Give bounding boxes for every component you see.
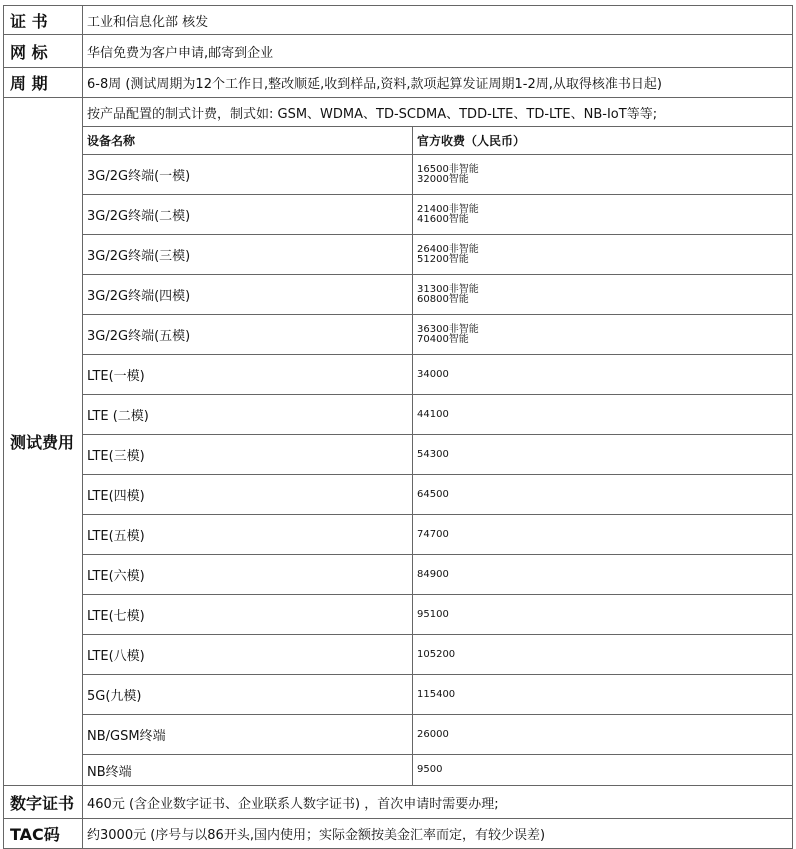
certification-info-table xyxy=(3,5,793,849)
fee-cell xyxy=(413,315,793,355)
header-official-fee: 官方收费（人民币） xyxy=(413,127,793,155)
fee-table-row xyxy=(4,635,793,675)
value-network: 华信免费为客户申请,邮寄到企业 xyxy=(83,35,793,68)
device-name-cell: 3G/2G终端(三模) xyxy=(83,235,413,275)
device-name-cell: LTE(三模) xyxy=(83,435,413,475)
fee-cell xyxy=(413,755,793,786)
fee-value: 34000 xyxy=(417,368,449,380)
fee-value: 26400非智能 xyxy=(417,243,479,255)
fee-value: 31300非智能 xyxy=(417,283,479,295)
fee-value: 105200 xyxy=(417,648,456,660)
label-network: 网 标 xyxy=(4,35,83,68)
device-name-cell: LTE(八模) xyxy=(83,635,413,675)
fee-value-smart: 32000智能 xyxy=(417,173,469,185)
fee-table-row xyxy=(4,235,793,275)
device-name-cell: LTE (二模) xyxy=(83,395,413,435)
device-name-cell: 3G/2G终端(二模) xyxy=(83,195,413,235)
value-digital-cert: 460元 (含企业数字证书、企业联系人数字证书) ，首次申请时需要办理; xyxy=(83,786,793,819)
fee-value-smart: 41600智能 xyxy=(417,213,469,225)
fee-value: 26000 xyxy=(417,728,449,740)
fee-cell xyxy=(413,355,793,395)
fee-value: 16500非智能 xyxy=(417,163,479,175)
fee-table-row xyxy=(4,315,793,355)
fee-cell xyxy=(413,235,793,275)
device-name-cell: NB终端 xyxy=(83,755,413,786)
fee-table-row xyxy=(4,755,793,786)
fee-table-row xyxy=(4,475,793,515)
fee-value: 115400 xyxy=(417,688,456,700)
fee-cell xyxy=(413,555,793,595)
device-name-cell: 3G/2G终端(五模) xyxy=(83,315,413,355)
fee-table-row xyxy=(4,155,793,195)
fee-cell xyxy=(413,515,793,555)
device-name-cell: LTE(四模) xyxy=(83,475,413,515)
fee-cell xyxy=(413,675,793,715)
test-fee-note: 按产品配置的制式计费，制式如: GSM、WDMA、TD-SCDMA、TDD-LTE、TD-LTE、NB-IoT等等; xyxy=(83,98,793,127)
fee-cell xyxy=(413,155,793,195)
fee-value: 74700 xyxy=(417,528,449,540)
fee-cell xyxy=(413,715,793,755)
label-tac: TAC码 xyxy=(4,819,83,849)
row-digital-cert xyxy=(4,786,793,819)
fee-value-smart: 51200智能 xyxy=(417,253,469,265)
device-name-cell: NB/GSM终端 xyxy=(83,715,413,755)
fee-value: 95100 xyxy=(417,608,449,620)
fee-value: 64500 xyxy=(417,488,449,500)
fee-table-row xyxy=(4,355,793,395)
fee-table-row xyxy=(4,555,793,595)
row-test-fee-note xyxy=(4,98,793,127)
fee-value: 9500 xyxy=(417,764,443,775)
fee-value-smart: 60800智能 xyxy=(417,293,469,305)
fee-cell xyxy=(413,395,793,435)
fee-value: 36300非智能 xyxy=(417,323,479,335)
device-name-cell: 5G(九模) xyxy=(83,675,413,715)
fee-table-row xyxy=(4,275,793,315)
fee-table-row xyxy=(4,595,793,635)
value-certificate: 工业和信息化部 核发 xyxy=(83,6,793,35)
fee-table-row xyxy=(4,195,793,235)
fee-table-row xyxy=(4,435,793,475)
label-period: 周 期 xyxy=(4,68,83,98)
device-name-cell: LTE(五模) xyxy=(83,515,413,555)
fee-cell xyxy=(413,635,793,675)
device-name-cell: LTE(六模) xyxy=(83,555,413,595)
device-name-cell: 3G/2G终端(四模) xyxy=(83,275,413,315)
fee-table-row xyxy=(4,675,793,715)
row-test-fee-header xyxy=(4,127,793,155)
fee-value: 21400非智能 xyxy=(417,203,479,215)
device-name-cell: LTE(一模) xyxy=(83,355,413,395)
fee-cell xyxy=(413,435,793,475)
row-period xyxy=(4,68,793,98)
fee-table-row xyxy=(4,715,793,755)
fee-table-row xyxy=(4,515,793,555)
fee-cell xyxy=(413,275,793,315)
fee-cell xyxy=(413,595,793,635)
row-network xyxy=(4,35,793,68)
fee-value-smart: 70400智能 xyxy=(417,333,469,345)
value-period: 6-8周 (测试周期为12个工作日,整改顺延,收到样品,资料,款项起算发证周期1-2周,从取得核准书日起) xyxy=(83,68,793,98)
fee-value: 54300 xyxy=(417,448,449,460)
label-digital-cert: 数字证书 xyxy=(4,786,83,819)
label-test-fee: 测试费用 xyxy=(4,98,83,786)
row-certificate xyxy=(4,6,793,35)
row-tac xyxy=(4,819,793,849)
fee-value: 84900 xyxy=(417,568,449,580)
fee-cell xyxy=(413,475,793,515)
value-tac: 约3000元 (序号与以86开头,国内使用；实际金额按美金汇率而定，有较少误差) xyxy=(83,819,793,849)
fee-value: 44100 xyxy=(417,408,449,420)
fee-table-row xyxy=(4,395,793,435)
device-name-cell: 3G/2G终端(一模) xyxy=(83,155,413,195)
fee-cell xyxy=(413,195,793,235)
device-name-cell: LTE(七模) xyxy=(83,595,413,635)
label-certificate: 证 书 xyxy=(4,6,83,35)
header-device-name: 设备名称 xyxy=(83,127,413,155)
